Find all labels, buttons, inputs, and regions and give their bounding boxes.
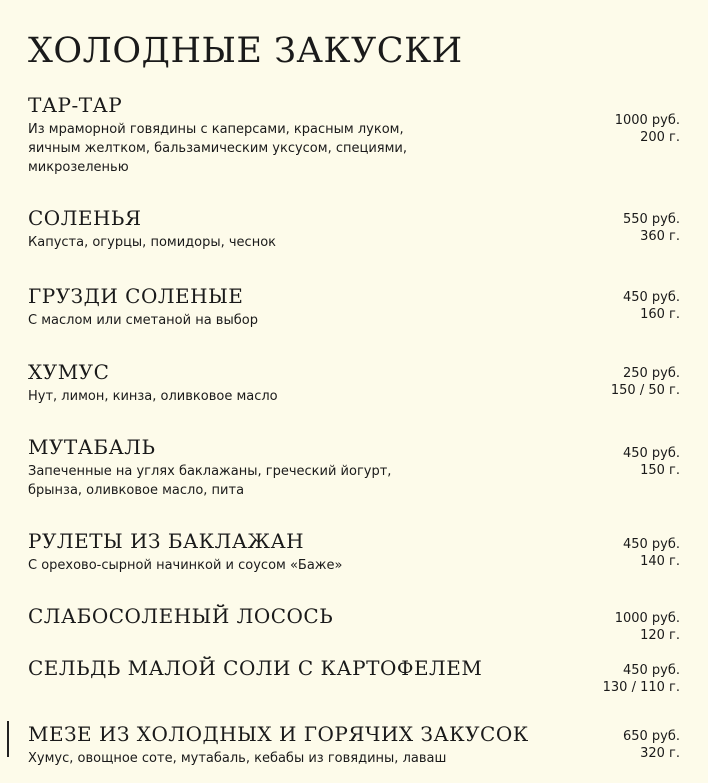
item-weight: 360 г. [640, 229, 680, 244]
item-price: 450 руб. [622, 663, 680, 678]
page-title: ХОЛОДНЫЕ ЗАКУСКИ [28, 31, 463, 71]
item-weight: 140 г. [640, 554, 680, 569]
item-description-line: микрозеленью [28, 160, 129, 175]
item-price: 450 руб. [622, 290, 680, 305]
item-description [28, 233, 458, 252]
item-price-block [615, 112, 680, 146]
item-price: 1000 руб. [614, 611, 680, 626]
menu-item-humus [28, 359, 680, 406]
item-price-block [623, 728, 680, 762]
item-name: ХУМУС [28, 360, 110, 384]
item-description [28, 749, 498, 768]
item-name: РУЛЕТЫ ИЗ БАКЛАЖАН [28, 529, 305, 553]
item-description-line: Капуста, огурцы, помидоры, чеснок [28, 235, 277, 250]
menu-item-gruzdi [28, 283, 680, 330]
item-price: 250 руб. [622, 366, 680, 381]
item-name: ТАР-ТАР [28, 93, 123, 117]
item-description-line: С маслом или сметаной на выбор [28, 313, 258, 328]
item-description-line: яичным желтком, бальзамическим уксусом, специями, [28, 141, 407, 156]
item-weight: 120 г. [640, 628, 680, 643]
menu-item-solenya [28, 205, 680, 252]
item-name: ГРУЗДИ СОЛЕНЫЕ [28, 284, 244, 308]
item-price-block [623, 445, 680, 479]
item-description [28, 462, 458, 500]
item-weight: 150 / 50 г. [610, 383, 680, 398]
item-description-line: Нут, лимон, кинза, оливковое масло [28, 389, 278, 404]
menu-item-tartar [28, 92, 680, 177]
item-description-line: Из мраморной говядины с каперсами, красным луком, [28, 122, 404, 137]
item-name: СОЛЕНЬЯ [28, 206, 142, 230]
item-price: 450 руб. [622, 446, 680, 461]
item-description-line: брынза, оливковое масло, пита [28, 483, 245, 498]
item-name: СЕЛЬДЬ МАЛОЙ СОЛИ С КАРТОФЕЛЕМ [28, 656, 483, 680]
item-name: СЛАБОСОЛЕНЫЙ ЛОСОСЬ [28, 604, 334, 628]
item-name: МЕЗЕ ИЗ ХОЛОДНЫХ И ГОРЯЧИХ ЗАКУСОК [28, 722, 529, 746]
item-description [28, 120, 458, 177]
item-price-block [611, 365, 680, 399]
item-price-block [623, 211, 680, 245]
item-weight: 200 г. [640, 130, 680, 145]
item-price: 550 руб. [622, 212, 680, 227]
menu-item-losos [28, 603, 680, 643]
item-price-block [615, 610, 680, 644]
item-price-block [603, 662, 680, 696]
menu-item-mutabal [28, 434, 680, 500]
menu-item-rulety [28, 528, 680, 575]
item-description-line: Хумус, овощное соте, мутабаль, кебабы из говядины, лаваш [28, 751, 447, 766]
menu-item-seld [28, 655, 680, 695]
item-price: 450 руб. [622, 537, 680, 552]
menu-item-meze [28, 721, 680, 768]
text-cursor [7, 721, 9, 757]
item-name: МУТАБАЛЬ [28, 435, 156, 459]
item-description [28, 556, 458, 575]
item-price: 650 руб. [622, 729, 680, 744]
item-weight: 160 г. [640, 307, 680, 322]
item-weight: 150 г. [640, 463, 680, 478]
item-description [28, 311, 458, 330]
item-price-block [623, 289, 680, 323]
item-description-line: Запеченные на углях баклажаны, греческий йогурт, [28, 464, 392, 479]
item-weight: 320 г. [640, 746, 680, 761]
item-description-line: С орехово-сырной начинкой и соусом «Баже» [28, 558, 343, 573]
item-description [28, 387, 458, 406]
item-price-block [623, 536, 680, 570]
item-price: 1000 руб. [614, 113, 680, 128]
item-weight: 130 / 110 г. [602, 680, 680, 695]
